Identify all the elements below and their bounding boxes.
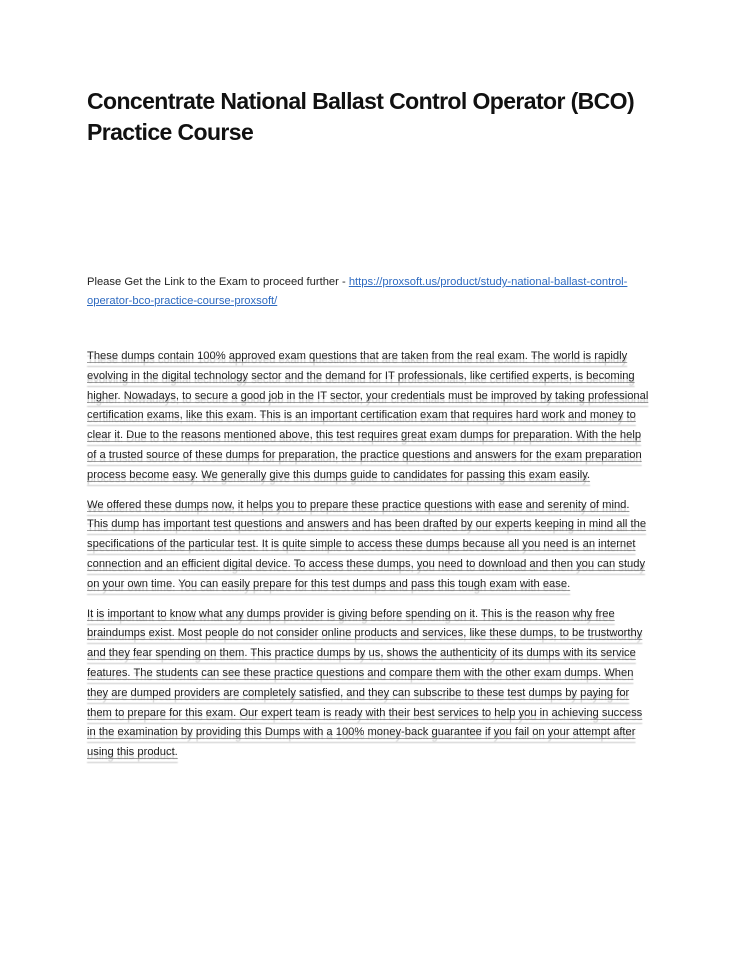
page-title: Concentrate National Ballast Control Operator (BCO) Practice Course: [87, 88, 635, 145]
body-paragraph-2: We offered these dumps now, it helps you to prepare these practice questions with ease and serenity of mind. This dump has important test questions and answers and has been drafted by our experts keeping in mind all the specifications of the particular test. It is quite simple to access these dumps because all you need is an internet connection and an efficient digital device. To access these dumps, you need to download and then you can study on your own time. You can easily prepare for this test dumps and pass this tough exam with ease.: [87, 498, 647, 590]
body-paragraph-1: These dumps contain 100% approved exam questions that are taken from the real exam. The world is rapidly evolving in the digital technology sector and the demand for IT professionals, like certified experts, is becoming higher. Nowadays, to secure a good job in the IT sector, your credentials must be improved by taking professional certification exams, like this exam. This is an important certification exam that requires hard work and money to clear it. Due to the reasons mentioned above, this test requires great exam dumps for preparation. With the help of a trusted source of these dumps for preparation, the practice questions and answers for the exam preparation process become easy. We generally give this dumps guide to candidates for passing this exam easily.: [87, 350, 649, 481]
exam-link[interactable]: https://proxsoft.us/product/study-national-ballast-control-operator-bco-practice-course-proxsoft/: [87, 276, 628, 307]
exam-link-paragraph: [87, 273, 657, 311]
link-prefix-text: Please Get the Link to the Exam to proceed further -: [87, 276, 349, 288]
body-paragraph-3: It is important to know what any dumps provider is giving before spending on it. This is the reason why free braindumps exist. Most people do not consider online products and services, like these dumps, to be trustworthy and they fear spending on them. This practice dumps by us, shows the authenticity of its dumps with its service features. The students can see these practice questions and compare them with the other exam dumps. When they are dumped providers are completely satisfied, and they can subscribe to these test dumps by paying for them to prepare for this exam. Our expert team is ready with their best services to help you in achieving success in the examination by providing this Dumps with a 100% money-back guarantee if you fail on your attempt after using this product.: [87, 607, 643, 759]
body-text: [87, 347, 653, 773]
